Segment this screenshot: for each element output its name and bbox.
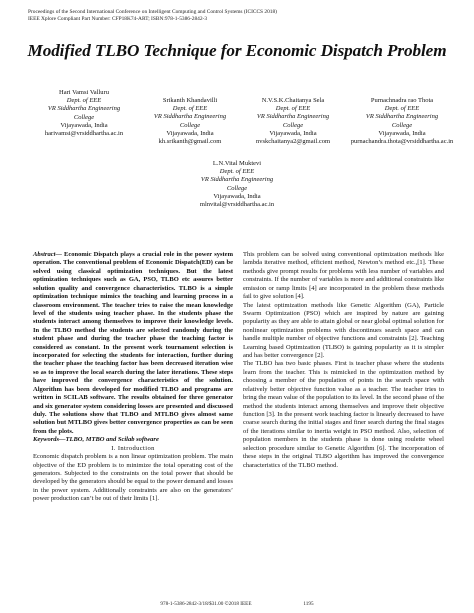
paper-title: Modified TLBO Technique for Economic Dispatch Problem [27,41,447,60]
body-paragraph-3: The TLBO has two basic phases. First is teacher phase where the students learn from the teacher. This is mimicked in the optimization method by choosing a member of the population of points in the search space with relatively better objective function value as a teacher. The teacher tries to bring the mean value of the population to its level. In the second phase of the method the students interact among themselves and improve their objective function [3]. In the present work teaching factor is linearly decreased to have coarse search during the initial stages and finer search during the final stages of the iterations similar to inertia weight in PSO method. Also, selection of population members in the students phase is done using roulette wheel selection procedure similar to Genetic Algorithm [6]. The incorporation of these steps in the original TLBO algorithm has improved the convergence characteristics of the TLBO method. [243,360,444,469]
author-block-5 [189,160,285,209]
author-city: Vijayawada, India [166,129,214,137]
author-block-3 [245,97,341,146]
header-line-1: Proceedings of the Second International Conference on Intelligent Computing and Control Systems (ICICCS 2018) [28,9,277,15]
author-name: Purnachnadra rao Thota [370,97,434,104]
author-city: Vijayawada, India [378,129,426,137]
author-block-4 [350,97,454,146]
author-dept: Dept. of EEE [219,168,255,176]
author-dept: Dept. of EEE [275,105,311,113]
abstract-text: Economic Dispatch plays a crucial role in the power system operation. The conventional problem of Economic Dispatch(ED) can be solved using classical optimization techniques. But the latest optimization techniques such as GA, PSO, TLBO etc assures better solution quality and convergence characteristics. TLBO is a simple optimization technique mimics the teaching and learning process in a classroom environment. The teacher tries to raise the mean knowledge level of the students using teacher phase. In the students phase the students interact among themselves to improve their knowledge levels. In the TLBO method the students are selected randomly during the student phase and during the teacher phase the teaching factor is considered as constant. In the present work tournament selection is incorporated for selecting the students for interaction, further during the teacher phase the teaching factor has been decreased iteration wise so as to improve the local search during the later iterations. These steps have improved the convergence characteristics of the solution. Algorithm has been developed for modified TLBO and programs are written in SCILAB software. The results obtained for three generator and six generator system considering losses are presented and discussed duly. The solutions show that TLBO and MTLBO gives almost same solution but MTLBO gives better convergence properties as can be seen from the plots. [33,251,233,435]
author-city: Vijayawada, India [213,192,261,200]
author-institution-2: College [391,121,413,129]
author-email: harivamsi@vrsiddhartha.ac.in [44,130,124,138]
author-institution-2: College [226,184,248,192]
author-institution: VR Siddhartha Engineering [365,113,439,121]
author-institution-2: College [179,121,201,129]
author-email: kh.srikanth@gmail.com [158,138,222,146]
page-footer: 978-1-5386-2842-3/18/$31.00 ©2018 IEEE 1195 [160,601,314,607]
author-institution-2: College [282,121,304,129]
body-paragraph-2: The latest optimization methods like Genetic Algorithm (GA), Particle Swarm Optimization (PSO) which are inspired by nature are gaining popularity as they are able to attain global or near global optimal solution for nonlinear optimization problems with discontinues search space and can handle multiple number of objective functions and constraints [2]. Teaching Learning based Optimization (TLBO) is gaining popularity as it is simpler and has better convergence [2]. [243,301,444,360]
author-name: N.V.S.K.Chaitanya Sela [261,97,325,104]
author-institution: VR Siddhartha Engineering [47,105,121,113]
right-column [243,251,444,470]
left-column [33,251,233,504]
author-dept: Dept. of EEE [66,97,102,105]
author-name: Hari Vamsi Valluru [59,89,109,96]
abstract-lead: Abstract— [33,251,62,258]
author-block-1 [36,89,132,138]
author-city: Vijayawada, India [60,121,108,129]
keywords: Keywords—TLBO, MTBO and Scilab software [33,436,159,444]
author-block-2 [142,97,238,146]
author-email: purnachandra.thota@vrsiddhartha.ac.in [350,138,454,146]
section-heading-introduction: I. Introduction [111,444,155,452]
author-dept: Dept. of EEE [172,105,208,113]
author-dept: Dept. of EEE [384,105,420,113]
header-line-2: IEEE Xplore Compliant Part Number: CFP18K74-ART; ISBN:978-1-5386-2842-3 [28,16,208,22]
author-city: Vijayawada, India [269,129,317,137]
author-institution: VR Siddhartha Engineering [153,113,227,121]
body-paragraph-1: This problem can be solved using conventional optimization methods like lambda iterative method, efficient method, Newton’s method etc.,[1]. These methods give prompt results for problems with less number of variables and constraints. If the number of variables is more and additional constraints like emission or ramp limits [4] are incorporated in the problem these methods fail to give solution [4]. [243,251,444,301]
author-email: mlnvital@vrsiddhartha.ac.in [199,201,275,209]
author-name: L.N.Vital Muktevi [212,160,262,167]
author-institution: VR Siddhartha Engineering [256,113,330,121]
author-email: nvskchaitanya2@gmail.com [255,138,331,146]
author-institution-2: College [73,113,95,121]
abstract [33,251,233,436]
author-institution: VR Siddhartha Engineering [200,176,274,184]
author-name: Srikanth Khandavilli [162,97,218,104]
intro-paragraph: Economic dispatch problem is a non linear optimization problem. The main objective of the ED problem is to minimize the total operating cost of the generators. Subjected to the constraints on the total power that should be developed by the generators should be equal to the power demand and losses in the power system. Additionally constraints are also on the generators’ power production can’t be out of their limits [1]. [33,453,233,503]
proceedings-header [28,9,448,23]
